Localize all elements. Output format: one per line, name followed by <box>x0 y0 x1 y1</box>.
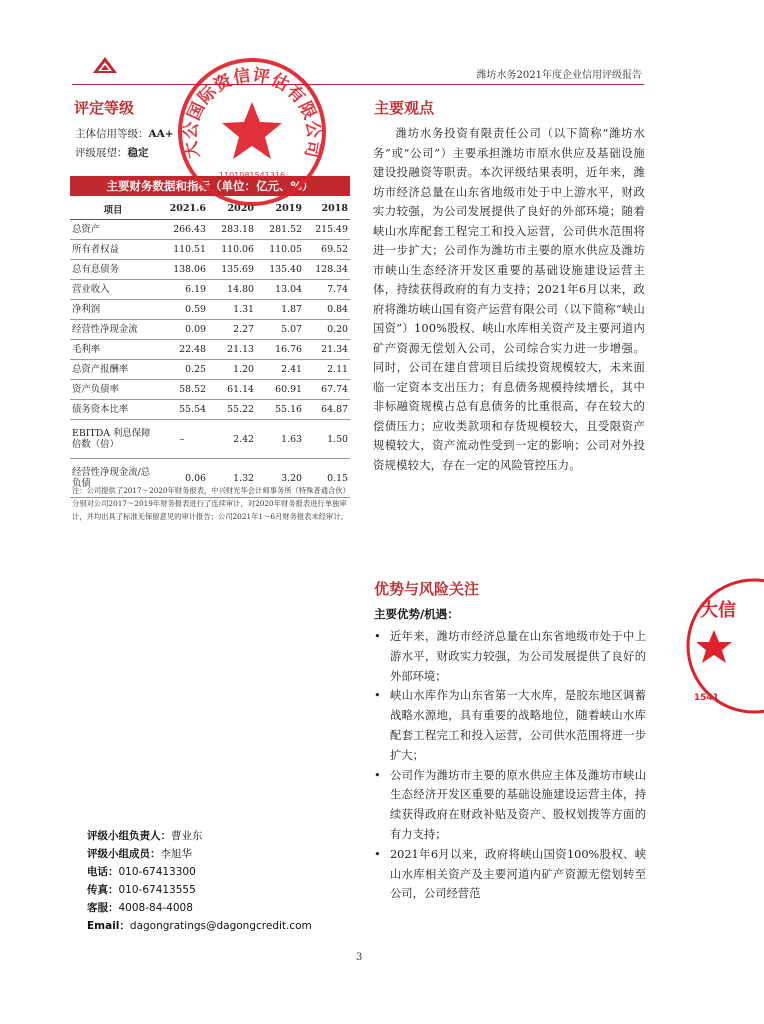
dagong-logo-icon <box>92 56 118 74</box>
side-seal-number: 1541 <box>694 693 720 703</box>
cell: 58.52 <box>156 380 208 400</box>
credit-rating-line <box>75 126 174 141</box>
service-line <box>87 899 312 917</box>
cell: 128.34 <box>304 260 350 280</box>
cell: 215.49 <box>304 220 350 240</box>
list-item: • 峡山水库作为山东省第一大水库，是胶东地区调蓄战略水源地，具有重要的战略地位，随着峡山水库配套工程完工和投入运营，公司供水范围将进一步扩大； <box>372 686 646 765</box>
cell: 21.34 <box>304 340 350 360</box>
list-item: • 公司作为潍坊市主要的原水供应主体及潍坊市峡山生态经济开发区重要的基础设施建设运营主体，持续获得政府在财政补贴及资产、股权划拨等方面的有力支持； <box>372 766 646 845</box>
cell: 60.91 <box>256 380 304 400</box>
contact-block <box>87 827 312 935</box>
side-seal-text: 大信 <box>700 600 736 621</box>
cell: 0.20 <box>304 320 350 340</box>
cell: 281.52 <box>256 220 304 240</box>
cell: 6.19 <box>156 280 208 300</box>
row-label: 经营性净现金流 <box>70 320 156 340</box>
cell: 1.32 <box>208 459 256 498</box>
phone-label: 电话： <box>87 866 119 878</box>
cell: 2.27 <box>208 320 256 340</box>
cell: 0.15 <box>304 459 350 498</box>
column-header: 2021.6 <box>156 198 208 220</box>
row-label: 总有息债务 <box>70 260 156 280</box>
cell: 135.40 <box>256 260 304 280</box>
cell: 0.09 <box>156 320 208 340</box>
cell: 55.16 <box>256 400 304 420</box>
cell: 22.48 <box>156 340 208 360</box>
cell: 64.87 <box>304 400 350 420</box>
cell: 0.84 <box>304 300 350 320</box>
credit-rating-label: 主体信用等级： <box>75 128 149 140</box>
credit-rating-value: AA+ <box>148 128 174 140</box>
row-label: 净利润 <box>70 300 156 320</box>
cell: 0.06 <box>156 459 208 498</box>
seal-number: 1101081541316 <box>218 171 286 180</box>
strengths-section-title: 优势与风险关注 <box>374 580 480 598</box>
page-number: 3 <box>356 952 363 963</box>
table-row <box>70 320 350 340</box>
cell: – <box>156 420 208 459</box>
cell: 69.52 <box>304 240 350 260</box>
cell: 5.07 <box>256 320 304 340</box>
cell: 1.50 <box>304 420 350 459</box>
cell: 138.06 <box>156 260 208 280</box>
leader-line <box>87 827 312 845</box>
report-header-title: 潍坊水务2021年度企业信用评级报告 <box>476 70 642 81</box>
cell: 266.43 <box>156 220 208 240</box>
cell: 21.13 <box>208 340 256 360</box>
cell: 13.04 <box>256 280 304 300</box>
outlook-value: 稳定 <box>127 147 149 159</box>
cell: 55.54 <box>156 400 208 420</box>
table-row <box>70 300 350 320</box>
row-label: 营业收入 <box>70 280 156 300</box>
cell: 2.41 <box>256 360 304 380</box>
cell: 2.11 <box>304 360 350 380</box>
cell: 67.74 <box>304 380 350 400</box>
table-row <box>70 260 350 280</box>
table-row <box>70 240 350 260</box>
cell: 14.80 <box>208 280 256 300</box>
cell: 283.18 <box>208 220 256 240</box>
cell: 16.76 <box>256 340 304 360</box>
row-label: 经营性净现金流/总负债 <box>70 459 156 498</box>
list-item: • 2021年6月以来，政府将峡山国资100%股权、峡山水库相关资产及主要河道内矿产资源无偿划转至公司，公司经营范 <box>372 845 646 904</box>
email-value: dagongratings@dagongcredit.com <box>129 920 312 932</box>
phone-line <box>87 863 312 881</box>
cell: 61.14 <box>208 380 256 400</box>
members-name: 李旭华 <box>160 848 192 860</box>
cell: 135.69 <box>208 260 256 280</box>
phone-value: 010-67413300 <box>118 866 196 878</box>
outlook-line <box>75 145 149 160</box>
outlook-label: 评级展望： <box>75 147 128 159</box>
cell: 0.25 <box>156 360 208 380</box>
column-header: 2019 <box>256 198 304 220</box>
row-label: 资产负债率 <box>70 380 156 400</box>
column-header: 2018 <box>304 198 350 220</box>
table-row <box>70 400 350 420</box>
row-label: 债务资本比率 <box>70 400 156 420</box>
financial-table <box>70 198 350 498</box>
cell: 1.20 <box>208 360 256 380</box>
cell: 1.31 <box>208 300 256 320</box>
cell: 110.06 <box>208 240 256 260</box>
members-label: 评级小组成员： <box>87 848 161 860</box>
fax-value: 010-67413555 <box>118 884 196 896</box>
leader-name: 曹业东 <box>171 830 203 842</box>
row-label: EBITDA 利息保障倍数（倍） <box>70 420 156 459</box>
list-item: • 近年来，潍坊市经济总量在山东省地级市处于中上游水平，财政实力较强，为公司发展提供了良好的外部环境； <box>372 627 646 686</box>
service-label: 客服： <box>87 902 119 914</box>
strengths-list-wrapper <box>372 627 646 904</box>
email-label: Email： <box>87 920 130 932</box>
cell: 3.20 <box>256 459 304 498</box>
cell: 55.22 <box>208 400 256 420</box>
cell: 2.42 <box>208 420 256 459</box>
strengths-list <box>372 627 646 904</box>
viewpoint-section-title: 主要观点 <box>374 99 435 117</box>
row-label: 所有者权益 <box>70 240 156 260</box>
cell: 1.87 <box>256 300 304 320</box>
column-header: 2020 <box>208 198 256 220</box>
cell: 1.63 <box>256 420 304 459</box>
table-row <box>70 380 350 400</box>
fax-label: 传真： <box>87 884 119 896</box>
row-label: 总资产报酬率 <box>70 360 156 380</box>
service-value: 4008-84-4008 <box>118 902 193 914</box>
cell: 7.74 <box>304 280 350 300</box>
rating-section-title: 评定等级 <box>74 99 135 117</box>
fax-line <box>87 881 312 899</box>
viewpoint-paragraph: 潍坊水务投资有限责任公司（以下简称“潍坊水务”或“公司”）主要承担潍坊市原水供应及基础设施建设投融资等职责。本次评级结果表明，近年来，潍坊市经济总量在山东省地级市处于中上游水平，财政实力较强，为公司发展提供了良好的外部环境；随着峡山水库配套工程完工和投入运营，公司供水范围将进一步扩大；公司作为潍坊市主要的原水供应及潍坊市峡山生态经济开发区重要的基础设施建设运营主体，持续获得政府的有力支持；2021年6月以来，政府将潍坊峡山国有资产运营有限公司（以下简称“峡山国资”）100%股权、峡山水库相关资产及主要河道内矿产资源无偿划入公司，公司综合实力进一步增强。同时，公司在建自营项目后续投资规模较大，未来面临一定资本支出压力；有息债务规模持续增长，其中非标融资规模占总有息债务的比重很高，存在较大的偿债压力；应收类款项和存货规模较大，且受限资产规模较大，资产流动性受到一定的影响；公司对外投资规模较大，存在一定的风险管控压力。 <box>373 127 645 472</box>
row-label: 总资产 <box>70 220 156 240</box>
seal-text: 大公国际资信评估有限公司 <box>180 65 324 161</box>
cell: 110.51 <box>156 240 208 260</box>
table-row <box>70 420 350 459</box>
strengths-subtitle: 主要优势/机遇： <box>374 607 459 621</box>
table-row <box>70 360 350 380</box>
table-row <box>70 280 350 300</box>
table-row <box>70 220 350 240</box>
side-seal-icon <box>684 576 764 716</box>
column-header: 项目 <box>70 198 156 220</box>
cell: 110.05 <box>256 240 304 260</box>
row-label: 毛利率 <box>70 340 156 360</box>
email-line <box>87 917 312 935</box>
leader-label: 评级小组负责人： <box>87 830 171 842</box>
table-row <box>70 340 350 360</box>
cell: 0.59 <box>156 300 208 320</box>
financial-table-title: 主要财务数据和指标（单位：亿元、%） <box>70 176 350 196</box>
company-seal-icon <box>176 56 328 208</box>
header-divider <box>72 84 644 85</box>
table-note: 注：公司提供了2017～2020年财务报表，中兴财光华会计师事务所（特殊普通合伙）分别对公司2017～2019年财务报表进行了连续审计，对2020年财务报表进行单独审计，并均出具了标准无保留意见的审计报告；公司2021年1～6月财务报表未经审计。 <box>72 486 350 521</box>
members-line <box>87 845 312 863</box>
